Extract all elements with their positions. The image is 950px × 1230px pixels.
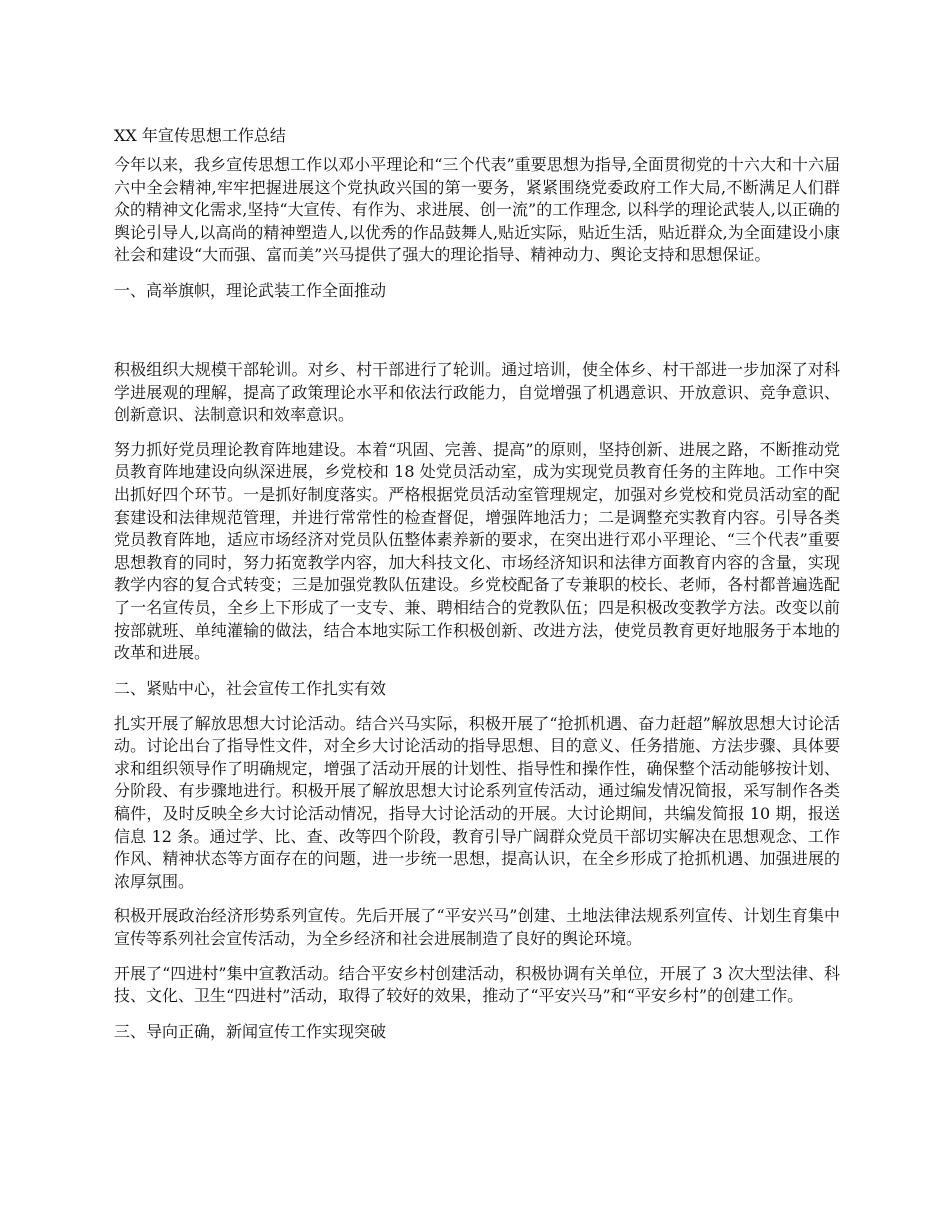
section-heading-2: 二、紧贴中心，社会宣传工作扎实有效 [114,678,387,698]
document-page [114,124,840,1056]
blank-space [114,315,840,359]
section1-paragraph-1: 积极组织大规模干部轮训。对乡、村干部进行了轮训。通过培训，使全体乡、村干部进一步加深了对科学进展观的理解，提高了政策理论水平和依法行政能力，自觉增强了机遇意识、开放意识、竞争意识、创新意识、法制意识和效率意识。 [114,359,840,425]
document-title: XX 年宣传思想工作总结 [114,126,286,145]
section-heading-1: 一、高举旗帜，理论武装工作全面推动 [114,280,387,300]
section2-paragraph-2: 积极开展政治经济形势系列宣传。先后开展了“平安兴马”创建、土地法律法规系列宣传、计划生育集中宣传等系列社会宣传活动，为全乡经济和社会进展制造了良好的舆论环境。 [114,906,840,949]
section2-paragraph-3: 开展了“四进村”集中宣教活动。结合平安乡村创建活动，积极协调有关单位，开展了 3 次大型法律、科技、文化、卫生“四进村”活动，取得了较好的效果，推动了“平安兴马”和“平安乡村”的创建工作。 [114,963,840,1006]
intro-paragraph: 今年以来，我乡宣传思想工作以邓小平理论和“三个代表”重要思想为指导,全面贯彻党的十六大和十六届六中全会精神,牢牢把握进展这个党执政兴国的第一要务，紧紧围绕党委政府工作大局,不断满足人们群众的精神文化需求,坚持“大宣传、有作为、求进展、创一流”的工作理念, 以科学的理论武装人,以正确的舆论引导人,以高尚的精神塑造人,以优秀的作品鼓舞人,贴近实际，贴近生活，贴近群众,为全面建设小康社会和建设“大而强、富而美”兴马提供了强大的理论指导、精神动力、舆论支持和思想保证。 [114,155,840,265]
section1-paragraph-2: 努力抓好党员理论教育阵地建设。本着“巩固、完善、提高”的原则，坚持创新、进展之路，不断推动党员教育阵地建设向纵深进展，乡党校和 18 处党员活动室，成为实现党员教育任务的主阵地。工作中突出抓好四个环节。一是抓好制度落实。严格根据党员活动室管理规定，加强对乡党校和党员活动室的配套建设和法律规范管理，并进行常常性的检查督促，增强阵地活力；二是调整充实教育内容。引导各类党员教育阵地，适应市场经济对党员队伍整体素养新的要求，在突出进行邓小平理论、“三个代表”重要思想教育的同时，努力拓宽教学内容，加大科技文化、市场经济知识和法律方面教育内容的含量，实现教学内容的复合式转变；三是加强党教队伍建设。乡党校配备了专兼职的校长、老师，各村都普遍选配了一名宣传员，全乡上下形成了一支专、兼、聘相结合的党教队伍；四是积极改变教学方法。改变以前按部就班、单纯灌输的做法，结合本地实际工作积极创新、改进方法，使党员教育更好地服务于本地的改革和进展。 [114,439,840,663]
section2-paragraph-1: 扎实开展了解放思想大讨论活动。结合兴马实际，积极开展了“抢抓机遇、奋力赶超”解放思想大讨论活动。讨论出台了指导性文件，对全乡大讨论活动的指导思想、目的意义、任务措施、方法步骤、具体要求和组织领导作了明确规定，增强了活动开展的计划性、指导性和操作性，确保整个活动能够按计划、分阶段、有步骤地进行。积极开展了解放思想大讨论系列宣传活动，通过编发情况简报，采写制作各类稿件，及时反映全乡大讨论活动情况，指导大讨论活动的开展。大讨论期间，共编发简报 10 期，报送信息 12 条。通过学、比、查、改等四个阶段，教育引导广阔群众党员干部切实解决在思想观念、工作作风、精神状态等方面存在的问题，进一步统一思想，提高认识，在全乡形成了抢抓机遇、加强进展的浓厚氛围。 [114,713,840,891]
section-heading-3: 三、导向正确，新闻宣传工作实现突破 [114,1021,387,1041]
